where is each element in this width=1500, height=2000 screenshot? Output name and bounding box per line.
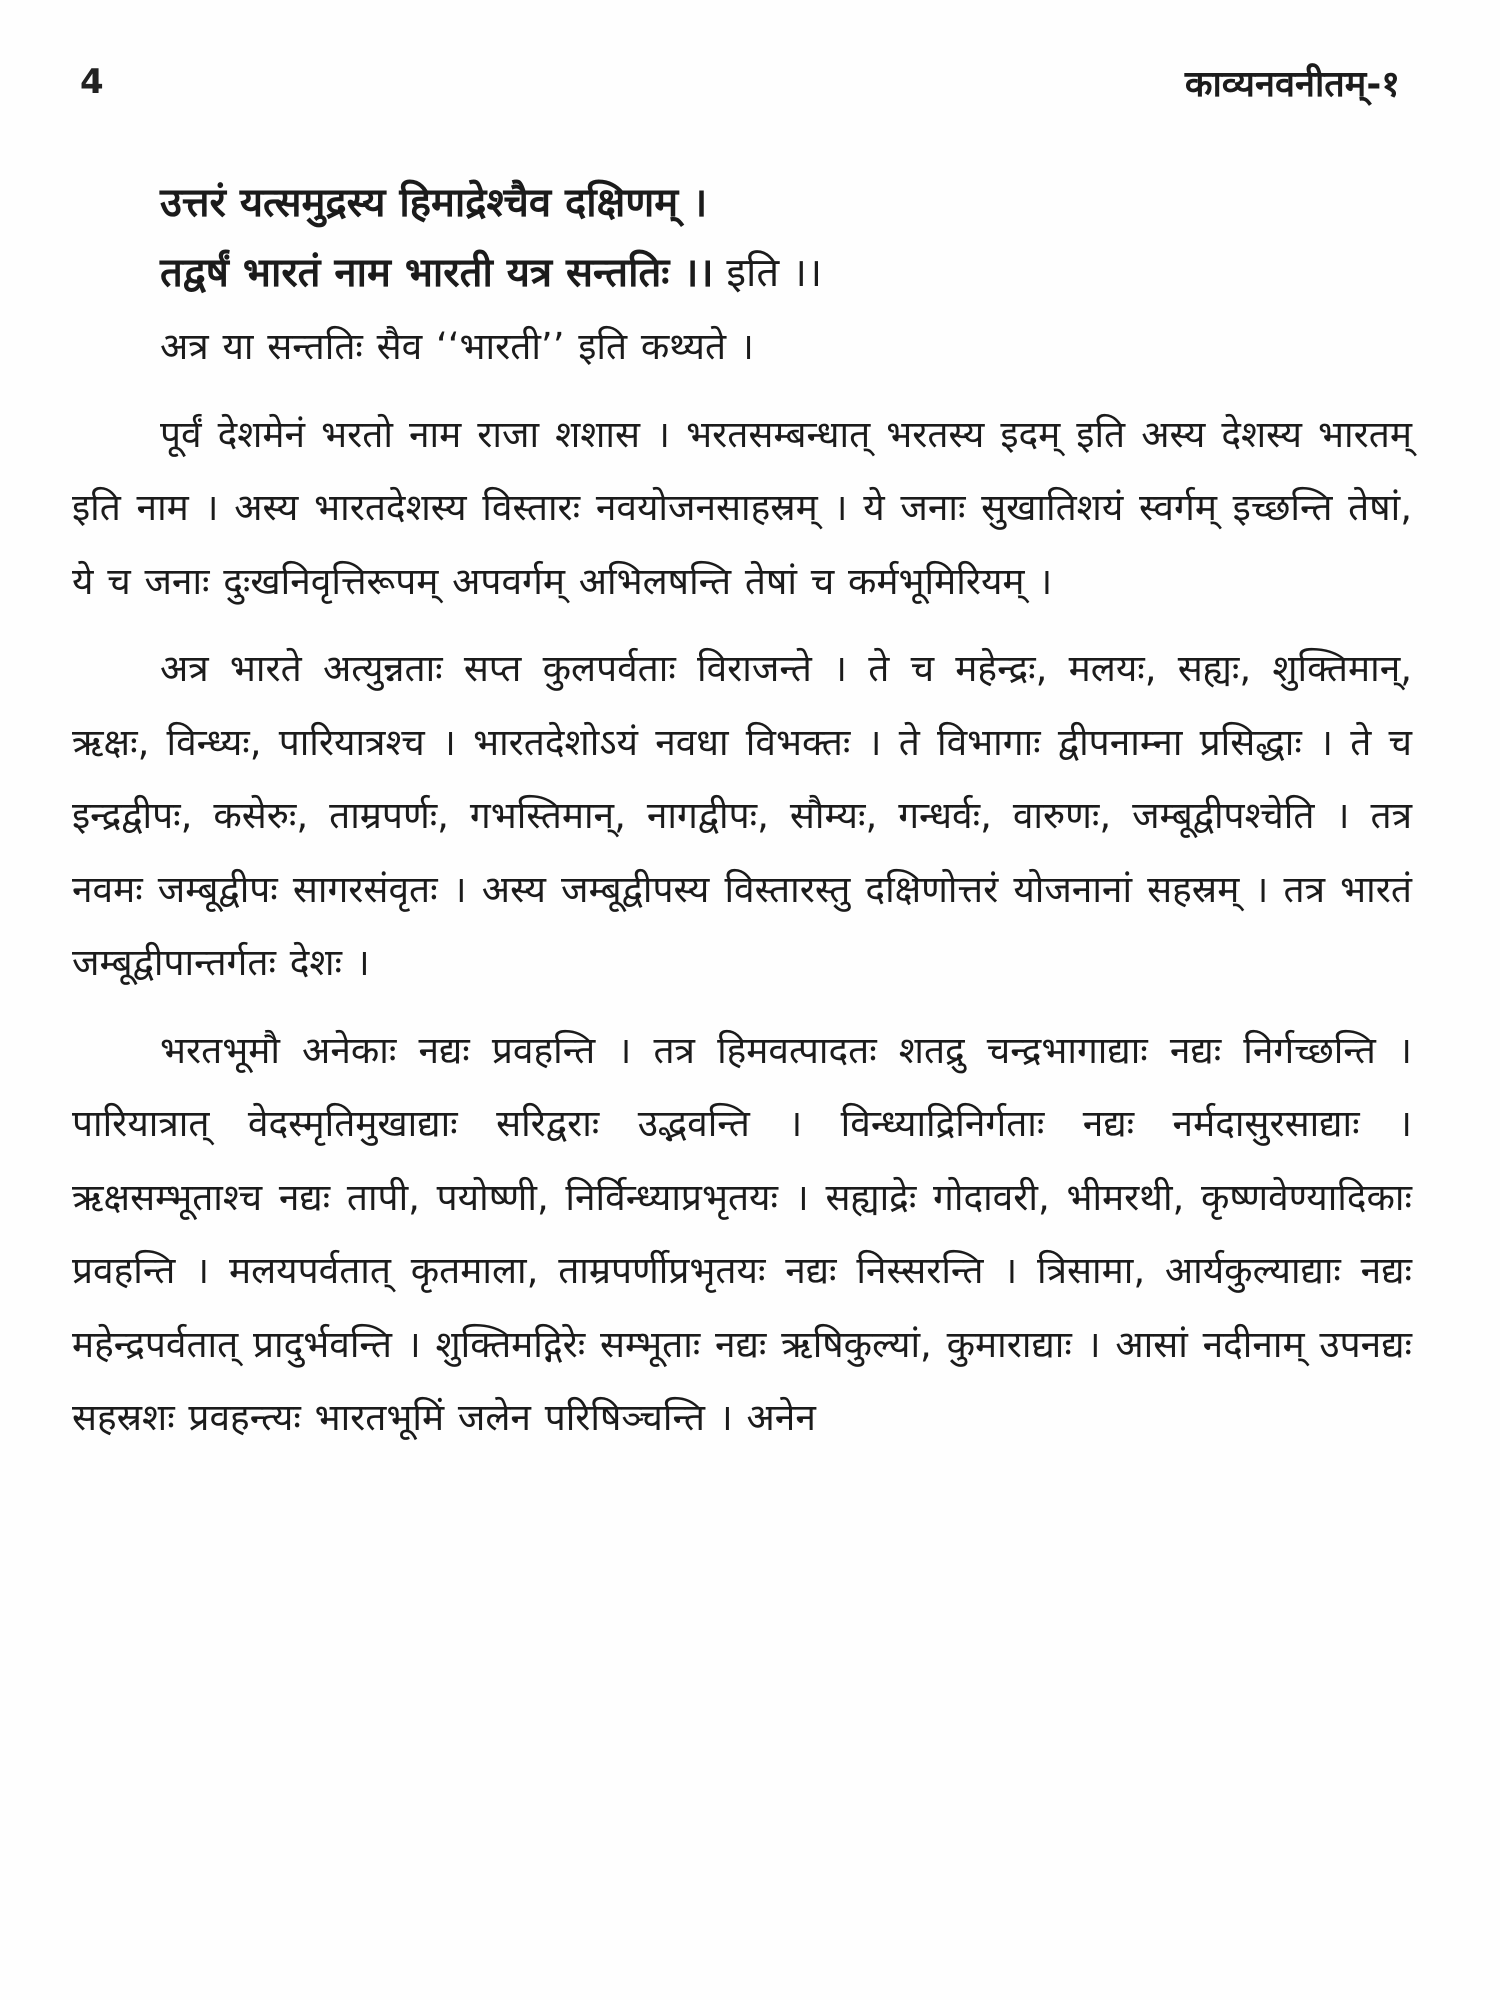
- paragraph-nadi: भरतभूमौ अनेकाः नद्यः प्रवहन्ति । तत्र हिमवत्पादतः शतद्रु चन्द्रभागाद्याः नद्यः निर्गच्छन्ति । पारियात्रात् वेदस्मृतिमुखाद्याः सरिद्वराः उद्भवन्ति । विन्ध्याद्रिनिर्गताः नद्यः नर्मदासुरसाद्याः । ऋक्षसम्भूताश्च नद्यः तापी, पयोष्णी, निर्विन्ध्याप्रभृतयः । सह्याद्रेः गोदावरी, भीमरथी, कृष्णवेण्यादिकाः प्रवहन्ति । मलयपर्वतात् कृतमाला, ताम्रपर्णीप्रभृतयः नद्यः निस्सरन्ति । त्रिसामा, आर्यकुल्याद्याः नद्यः महेन्द्रपर्वतात् प्रादुर्भवन्ति । शुक्तिमद्गिरेः सम्भूताः नद्यः ऋषिकुल्यां, कुमाराद्याः । आसां नदीनाम् उपनद्यः सहस्रशः प्रवहन्त्यः भारतभूमिं जलेन परिषिञ्चन्ति । अनेन: [72, 1028, 1412, 1439]
- verse-line-1: उत्तरं यत्समुद्रस्य हिमाद्रेश्चैव दक्षिणम् ।: [160, 180, 708, 226]
- page-number: 4: [80, 62, 104, 102]
- verse-block: [72, 168, 1412, 308]
- verse-line-2-text: तद्वर्षं भारतं नाम भारती यत्र सन्ततिः ।।: [160, 250, 714, 296]
- paragraph-parvata: अत्र भारते अत्युन्नताः सप्त कुलपर्वताः विराजन्ते । ते च महेन्द्रः, मलयः, सह्यः, शुक्तिमान्, ऋक्षः, विन्ध्यः, पारियात्रश्च । भारतदेशोऽयं नवधा विभक्तः । ते विभागाः द्वीपनाम्ना प्रसिद्धाः । ते च इन्द्रद्वीपः, कसेरुः, ताम्रपर्णः, गभस्तिमान्, नागद्वीपः, सौम्यः, गन्धर्वः, वारुणः, जम्बूद्वीपश्चेति । तत्र नवमः जम्बूद्वीपः सागरसंवृतः । अस्य जम्बूद्वीपस्य विस्तारस्तु दक्षिणोत्तरं योजनानां सहस्रम् । तत्र भारतं जम्बूद्वीपान्तर्गतः देशः ।: [72, 647, 1412, 984]
- verse-line-2-suffix: इति ।।: [713, 250, 823, 296]
- paragraph-santati: अत्र या सन्ततिः सैव ‘‘भारती’’ इति कथ्यते ।: [160, 325, 754, 368]
- paragraph-desh: पूर्वं देशमेनं भरतो नाम राजा शशास । भरतसम्बन्धात् भरतस्य इदम् इति अस्य देशस्य भारतम् इति नाम । अस्य भारतदेशस्य विस्तारः नवयोजनसाहस्रम् । ये जनाः सुखातिशयं स्वर्गम् इच्छन्ति तेषां, ये च जनाः दुःखनिवृत्तिरूपम् अपवर्गम् अभिलषन्ति तेषां च कर्मभूमिरियम् ।: [72, 412, 1412, 603]
- verse-line-2: [160, 238, 1412, 308]
- running-title: काव्यनवनीतम्-१: [1184, 64, 1400, 105]
- page-body: [72, 168, 1412, 1455]
